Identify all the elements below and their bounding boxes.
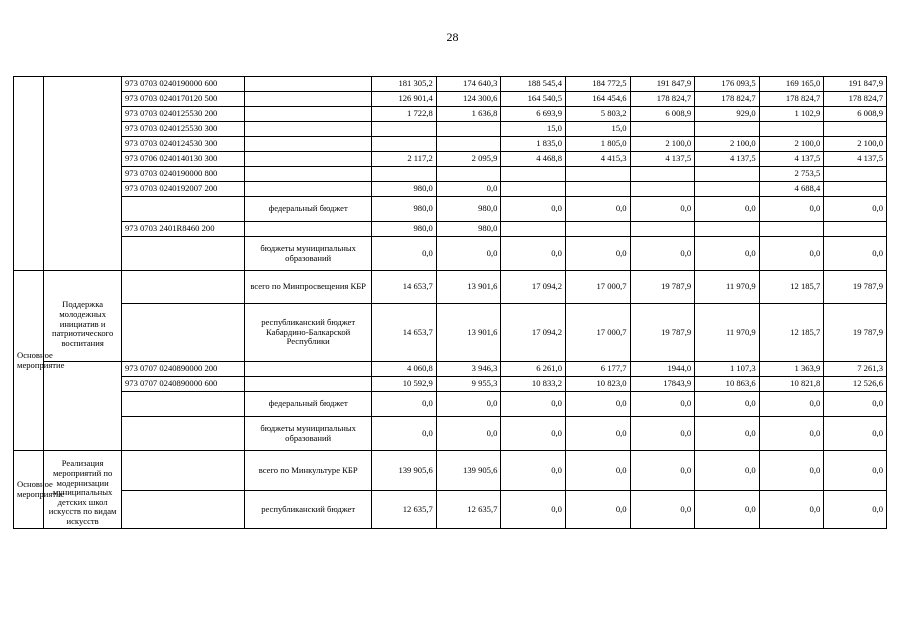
amount-cell — [630, 182, 695, 197]
amount-cell: 0,0 — [630, 451, 695, 491]
amount-cell: 0,0 — [630, 237, 695, 271]
event-kind-cell: Основное мероприятие — [14, 271, 44, 451]
budget-code-cell — [121, 392, 244, 417]
amount-cell: 2 100,0 — [695, 137, 760, 152]
funding-source-cell: бюджеты муниципальных образований — [245, 417, 372, 451]
amount-cell: 178 824,7 — [695, 92, 760, 107]
amount-cell: 0,0 — [501, 417, 566, 451]
table-row — [14, 107, 887, 122]
amount-cell: 19 787,9 — [630, 304, 695, 362]
page-number: 28 — [446, 30, 459, 44]
amount-cell: 17 094,2 — [501, 304, 566, 362]
amount-cell: 0,0 — [501, 451, 566, 491]
empty-desc-cell — [44, 362, 122, 451]
funding-source-cell — [245, 152, 372, 167]
amount-cell: 0,0 — [759, 491, 824, 529]
budget-code-cell — [121, 197, 244, 222]
amount-cell: 13 901,6 — [436, 271, 501, 304]
amount-cell: 0,0 — [372, 392, 437, 417]
amount-cell: 3 946,3 — [436, 362, 501, 377]
amount-cell: 13 901,6 — [436, 304, 501, 362]
amount-cell: 2 100,0 — [759, 137, 824, 152]
table-row — [14, 197, 887, 222]
amount-cell: 191 847,9 — [630, 77, 695, 92]
amount-cell: 0,0 — [759, 237, 824, 271]
amount-cell: 7 261,3 — [824, 362, 887, 377]
amount-cell — [695, 167, 760, 182]
amount-cell: 15,0 — [501, 122, 566, 137]
amount-cell: 188 545,4 — [501, 77, 566, 92]
funding-source-cell: республиканский бюджет — [245, 491, 372, 529]
amount-cell: 0,0 — [565, 237, 630, 271]
amount-cell — [565, 167, 630, 182]
funding-source-cell — [245, 167, 372, 182]
amount-cell: 0,0 — [501, 197, 566, 222]
amount-cell: 0,0 — [759, 451, 824, 491]
budget-code-cell: 973 0707 0240890000 200 — [121, 362, 244, 377]
budget-code-cell — [121, 417, 244, 451]
amount-cell: 0,0 — [372, 237, 437, 271]
budget-code-cell: 973 0707 0240890000 600 — [121, 377, 244, 392]
budget-table — [13, 76, 887, 529]
funding-source-cell: всего по Минкультуре КБР — [245, 451, 372, 491]
amount-cell — [630, 122, 695, 137]
amount-cell: 980,0 — [372, 222, 437, 237]
amount-cell: 178 824,7 — [824, 92, 887, 107]
amount-cell: 10 863,6 — [695, 377, 760, 392]
amount-cell: 10 823,0 — [565, 377, 630, 392]
amount-cell: 0,0 — [630, 491, 695, 529]
amount-cell: 0,0 — [824, 237, 887, 271]
funding-source-cell — [245, 107, 372, 122]
amount-cell: 0,0 — [759, 197, 824, 222]
amount-cell — [565, 182, 630, 197]
funding-source-cell — [245, 222, 372, 237]
budget-code-cell — [121, 237, 244, 271]
amount-cell: 17 094,2 — [501, 271, 566, 304]
amount-cell: 1 102,9 — [759, 107, 824, 122]
amount-cell: 980,0 — [436, 222, 501, 237]
amount-cell: 181 305,2 — [372, 77, 437, 92]
amount-cell: 191 847,9 — [824, 77, 887, 92]
amount-cell: 0,0 — [824, 197, 887, 222]
amount-cell: 2 100,0 — [824, 137, 887, 152]
amount-cell: 11 970,9 — [695, 271, 760, 304]
amount-cell — [824, 182, 887, 197]
amount-cell — [565, 222, 630, 237]
budget-code-cell: 973 0703 2401R8460 200 — [121, 222, 244, 237]
amount-cell: 5 803,2 — [565, 107, 630, 122]
amount-cell: 6 177,7 — [565, 362, 630, 377]
funding-source-cell: бюджеты муниципальных образований — [245, 237, 372, 271]
amount-cell: 1 636,8 — [436, 107, 501, 122]
empty-kind-cell — [14, 77, 44, 271]
amount-cell: 2 095,9 — [436, 152, 501, 167]
amount-cell: 4 137,5 — [759, 152, 824, 167]
amount-cell: 178 824,7 — [759, 92, 824, 107]
amount-cell — [695, 182, 760, 197]
amount-cell: 0,0 — [695, 237, 760, 271]
budget-code-cell: 973 0706 0240140130 300 — [121, 152, 244, 167]
table-row — [14, 491, 887, 529]
budget-code-cell: 973 0703 0240192007 200 — [121, 182, 244, 197]
funding-source-cell: республиканский бюджет Кабардино-Балкарской Республики — [245, 304, 372, 362]
amount-cell: 19 787,9 — [824, 271, 887, 304]
amount-cell: 19 787,9 — [824, 304, 887, 362]
amount-cell: 0,0 — [372, 417, 437, 451]
amount-cell: 0,0 — [824, 491, 887, 529]
amount-cell — [436, 137, 501, 152]
amount-cell: 0,0 — [695, 491, 760, 529]
amount-cell: 17843,9 — [630, 377, 695, 392]
amount-cell: 164 454,6 — [565, 92, 630, 107]
amount-cell: 0,0 — [824, 392, 887, 417]
amount-cell: 17 000,7 — [565, 304, 630, 362]
amount-cell: 0,0 — [824, 417, 887, 451]
table-row — [14, 392, 887, 417]
amount-cell: 1944,0 — [630, 362, 695, 377]
amount-cell: 6 008,9 — [630, 107, 695, 122]
amount-cell: 169 165,0 — [759, 77, 824, 92]
amount-cell: 6 008,9 — [824, 107, 887, 122]
funding-source-cell — [245, 77, 372, 92]
amount-cell: 2 100,0 — [630, 137, 695, 152]
funding-source-cell: федеральный бюджет — [245, 197, 372, 222]
budget-code-cell: 973 0703 0240190000 800 — [121, 167, 244, 182]
table-row — [14, 122, 887, 137]
amount-cell: 12 185,7 — [759, 304, 824, 362]
amount-cell: 15,0 — [565, 122, 630, 137]
budget-code-cell — [121, 491, 244, 529]
budget-code-cell: 973 0703 0240170120 500 — [121, 92, 244, 107]
table-row — [14, 92, 887, 107]
amount-cell: 174 640,3 — [436, 77, 501, 92]
amount-cell — [759, 122, 824, 137]
amount-cell: 0,0 — [759, 417, 824, 451]
amount-cell: 0,0 — [436, 392, 501, 417]
amount-cell: 2 117,2 — [372, 152, 437, 167]
amount-cell: 4 137,5 — [630, 152, 695, 167]
amount-cell: 9 955,3 — [436, 377, 501, 392]
amount-cell — [630, 167, 695, 182]
table-row — [14, 271, 887, 304]
amount-cell: 4 415,3 — [565, 152, 630, 167]
amount-cell: 14 653,7 — [372, 271, 437, 304]
amount-cell: 0,0 — [695, 197, 760, 222]
amount-cell: 11 970,9 — [695, 304, 760, 362]
table-row — [14, 451, 887, 491]
event-description-cell: Реализация мероприятий по модернизации муниципальных детских школ искусств по видам искусств — [44, 451, 122, 529]
table-row — [14, 77, 887, 92]
amount-cell: 2 753,5 — [759, 167, 824, 182]
amount-cell: 4 137,5 — [695, 152, 760, 167]
amount-cell — [436, 122, 501, 137]
amount-cell: 980,0 — [372, 182, 437, 197]
amount-cell: 1 722,8 — [372, 107, 437, 122]
event-description-cell: Поддержка молодежных инициатив и патриотического воспитания — [44, 271, 122, 362]
table-row — [14, 182, 887, 197]
amount-cell: 6 693,9 — [501, 107, 566, 122]
funding-source-cell — [245, 182, 372, 197]
amount-cell — [695, 122, 760, 137]
amount-cell: 0,0 — [436, 182, 501, 197]
amount-cell: 12 526,6 — [824, 377, 887, 392]
amount-cell: 980,0 — [372, 197, 437, 222]
amount-cell: 0,0 — [695, 451, 760, 491]
table-row — [14, 222, 887, 237]
budget-code-cell: 973 0703 0240125530 300 — [121, 122, 244, 137]
amount-cell: 12 635,7 — [372, 491, 437, 529]
amount-cell — [824, 167, 887, 182]
amount-cell: 0,0 — [565, 451, 630, 491]
table-row — [14, 237, 887, 271]
amount-cell: 178 824,7 — [630, 92, 695, 107]
amount-cell: 1 363,9 — [759, 362, 824, 377]
amount-cell — [501, 222, 566, 237]
table-row — [14, 152, 887, 167]
budget-code-cell: 973 0703 0240124530 300 — [121, 137, 244, 152]
amount-cell: 0,0 — [759, 392, 824, 417]
amount-cell: 126 901,4 — [372, 92, 437, 107]
table-row — [14, 362, 887, 377]
budget-code-cell: 973 0703 0240125530 200 — [121, 107, 244, 122]
amount-cell: 0,0 — [501, 237, 566, 271]
funding-source-cell: всего по Минпросвещения КБР — [245, 271, 372, 304]
amount-cell: 4 688,4 — [759, 182, 824, 197]
table-row — [14, 377, 887, 392]
amount-cell: 1 835,0 — [501, 137, 566, 152]
table-row — [14, 167, 887, 182]
funding-source-cell — [245, 362, 372, 377]
amount-cell: 0,0 — [436, 237, 501, 271]
amount-cell — [372, 167, 437, 182]
budget-code-cell: 973 0703 0240190000 600 — [121, 77, 244, 92]
amount-cell — [824, 122, 887, 137]
amount-cell: 4 060,8 — [372, 362, 437, 377]
amount-cell: 0,0 — [695, 417, 760, 451]
amount-cell: 164 540,5 — [501, 92, 566, 107]
amount-cell: 0,0 — [565, 197, 630, 222]
amount-cell: 1 805,0 — [565, 137, 630, 152]
amount-cell: 124 300,6 — [436, 92, 501, 107]
amount-cell: 19 787,9 — [630, 271, 695, 304]
amount-cell: 980,0 — [436, 197, 501, 222]
funding-source-cell — [245, 92, 372, 107]
amount-cell — [630, 222, 695, 237]
amount-cell: 10 592,9 — [372, 377, 437, 392]
amount-cell — [695, 222, 760, 237]
amount-cell: 0,0 — [565, 417, 630, 451]
amount-cell: 0,0 — [501, 392, 566, 417]
amount-cell: 0,0 — [565, 491, 630, 529]
table-row — [14, 304, 887, 362]
amount-cell: 10 821,8 — [759, 377, 824, 392]
amount-cell — [372, 137, 437, 152]
amount-cell — [824, 222, 887, 237]
amount-cell: 0,0 — [630, 197, 695, 222]
amount-cell — [372, 122, 437, 137]
amount-cell: 176 093,5 — [695, 77, 760, 92]
amount-cell: 0,0 — [824, 451, 887, 491]
funding-source-cell — [245, 122, 372, 137]
amount-cell: 0,0 — [565, 392, 630, 417]
table-row — [14, 137, 887, 152]
amount-cell: 1 107,3 — [695, 362, 760, 377]
funding-source-cell: федеральный бюджет — [245, 392, 372, 417]
amount-cell: 0,0 — [630, 392, 695, 417]
amount-cell: 0,0 — [695, 392, 760, 417]
amount-cell: 12 185,7 — [759, 271, 824, 304]
table-row — [14, 417, 887, 451]
empty-desc-cell — [44, 77, 122, 271]
amount-cell: 139 905,6 — [436, 451, 501, 491]
amount-cell: 6 261,0 — [501, 362, 566, 377]
amount-cell: 139 905,6 — [372, 451, 437, 491]
amount-cell: 10 833,2 — [501, 377, 566, 392]
amount-cell — [501, 167, 566, 182]
budget-code-cell — [121, 451, 244, 491]
amount-cell — [759, 222, 824, 237]
amount-cell: 4 468,8 — [501, 152, 566, 167]
budget-code-cell — [121, 271, 244, 304]
amount-cell — [501, 182, 566, 197]
funding-source-cell — [245, 137, 372, 152]
funding-source-cell — [245, 377, 372, 392]
amount-cell: 0,0 — [501, 491, 566, 529]
amount-cell: 0,0 — [630, 417, 695, 451]
amount-cell: 12 635,7 — [436, 491, 501, 529]
event-kind-cell: Основное мероприятие — [14, 451, 44, 529]
amount-cell: 4 137,5 — [824, 152, 887, 167]
budget-code-cell — [121, 304, 244, 362]
amount-cell — [436, 167, 501, 182]
amount-cell: 0,0 — [436, 417, 501, 451]
amount-cell: 14 653,7 — [372, 304, 437, 362]
amount-cell: 17 000,7 — [565, 271, 630, 304]
amount-cell: 184 772,5 — [565, 77, 630, 92]
amount-cell: 929,0 — [695, 107, 760, 122]
